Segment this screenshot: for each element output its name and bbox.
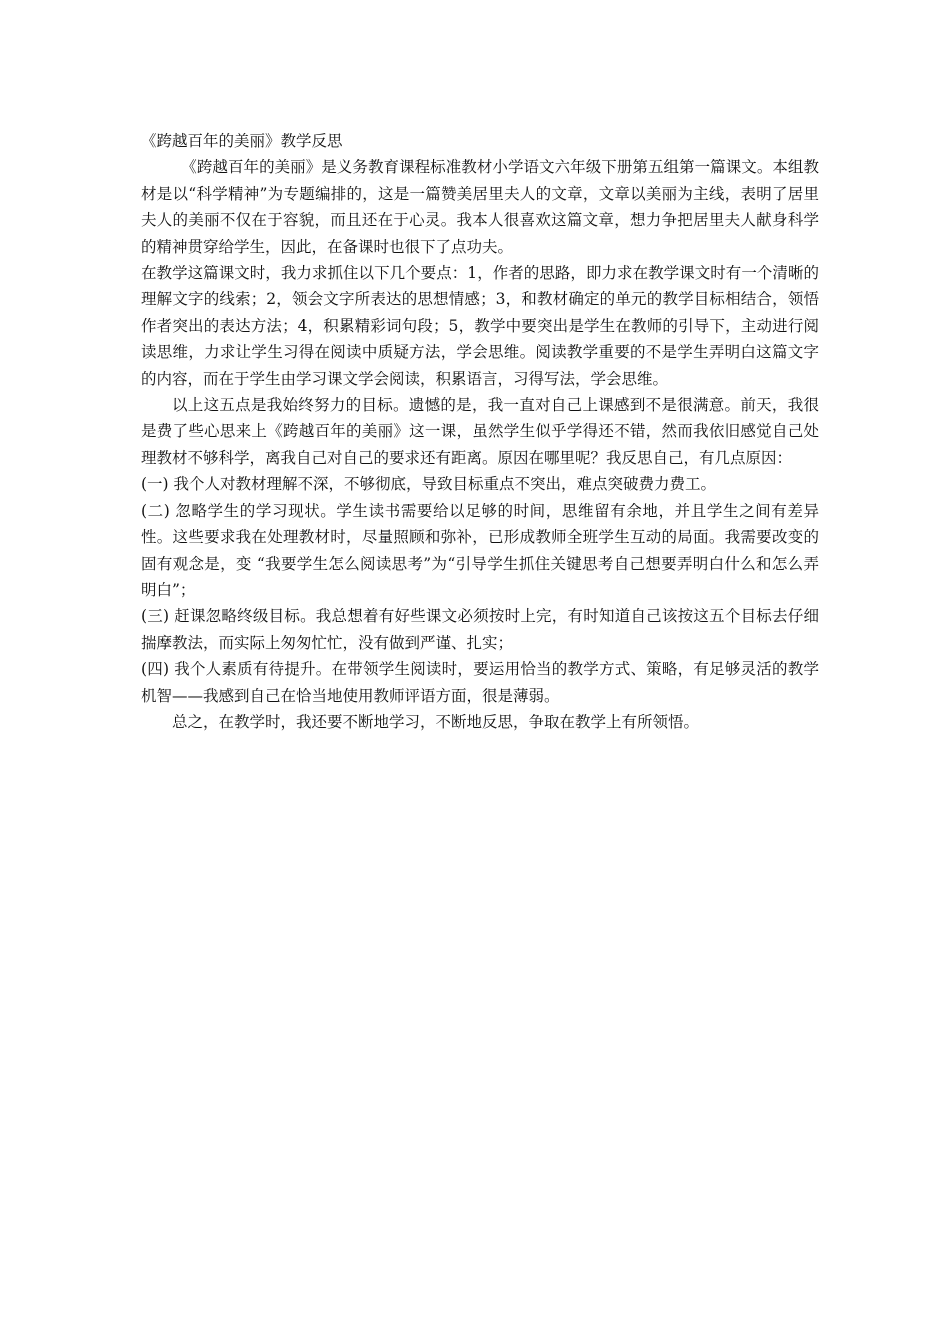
paragraph-reflection: 以上这五点是我始终努力的目标。遗憾的是，我一直对自己上课感到不是很满意。前天，我很是费了些心思来上《跨越百年的美丽》这一课，虽然学生似乎学得还不错，然而我依旧感觉自己处理教材不够科学，离我自己对自己的要求还有距离。原因在哪里呢？我反思自己，有几点原因： [141,396,819,467]
document-title: 《跨越百年的美丽》教学反思 [141,132,343,150]
paragraph-reason-3: (三) 赶课忽略终级目标。我总想着有好些课文必须按时上完，有时知道自己该按这五个目标去仔细揣摩教法，而实际上匆匆忙忙，没有做到严谨、扎实； [141,607,819,652]
paragraph-key-points: 在教学这篇课文时，我力求抓住以下几个要点：1，作者的思路，即力求在教学课文时有一个清晰的理解文字的线索；2，领会文字所表达的思想情感；3，和教材确定的单元的教学目标相结合，领悟作者突出的表达方法；4，积累精彩词句段；5，教学中要突出是学生在教师的引导下，主动进行阅读思维，力求让学生习得在阅读中质疑方法，学会思维。阅读教学重要的不是学生弄明白这篇文字的内容，而在于学生由学习课文学会阅读，积累语言，习得写法，学会思维。 [141,264,819,388]
paragraph-reason-4: (四) 我个人素质有待提升。在带领学生阅读时，要运用恰当的教学方式、策略，有足够灵活的教学机智——我感到自己在恰当地使用教师评语方面，很是薄弱。 [141,660,819,705]
paragraph-intro: 《跨越百年的美丽》是义务教育课程标准教材小学语文六年级下册第五组第一篇课文。本组教材是以“科学精神”为专题编排的，这是一篇赞美居里夫人的文章，文章以美丽为主线，表明了居里夫人的美丽不仅在于容貌，而且还在于心灵。我本人很喜欢这篇文章，想力争把居里夫人献身科学的精神贯穿给学生，因此，在备课时也很下了点功夫。 [141,158,819,256]
document-body [141,128,819,735]
paragraph-conclusion: 总之，在教学时，我还要不断地学习，不断地反思，争取在教学上有所领悟。 [172,712,700,731]
paragraph-reason-1: (一) 我个人对教材理解不深，不够彻底，导致目标重点不突出，难点突破费力费工。 [141,475,717,494]
paragraph-reason-2: (二) 忽略学生的学习现状。学生读书需要给以足够的时间，思维留有余地，并且学生之间有差异性。这些要求我在处理教材时，尽量照顾和弥补，已形成教师全班学生互动的局面。我需要改变的固有观念是，变 “我要学生怎么阅读思考”为“引导学生抓住关键思考自己想要弄明白什么和怎么弄明白”； [141,501,819,599]
